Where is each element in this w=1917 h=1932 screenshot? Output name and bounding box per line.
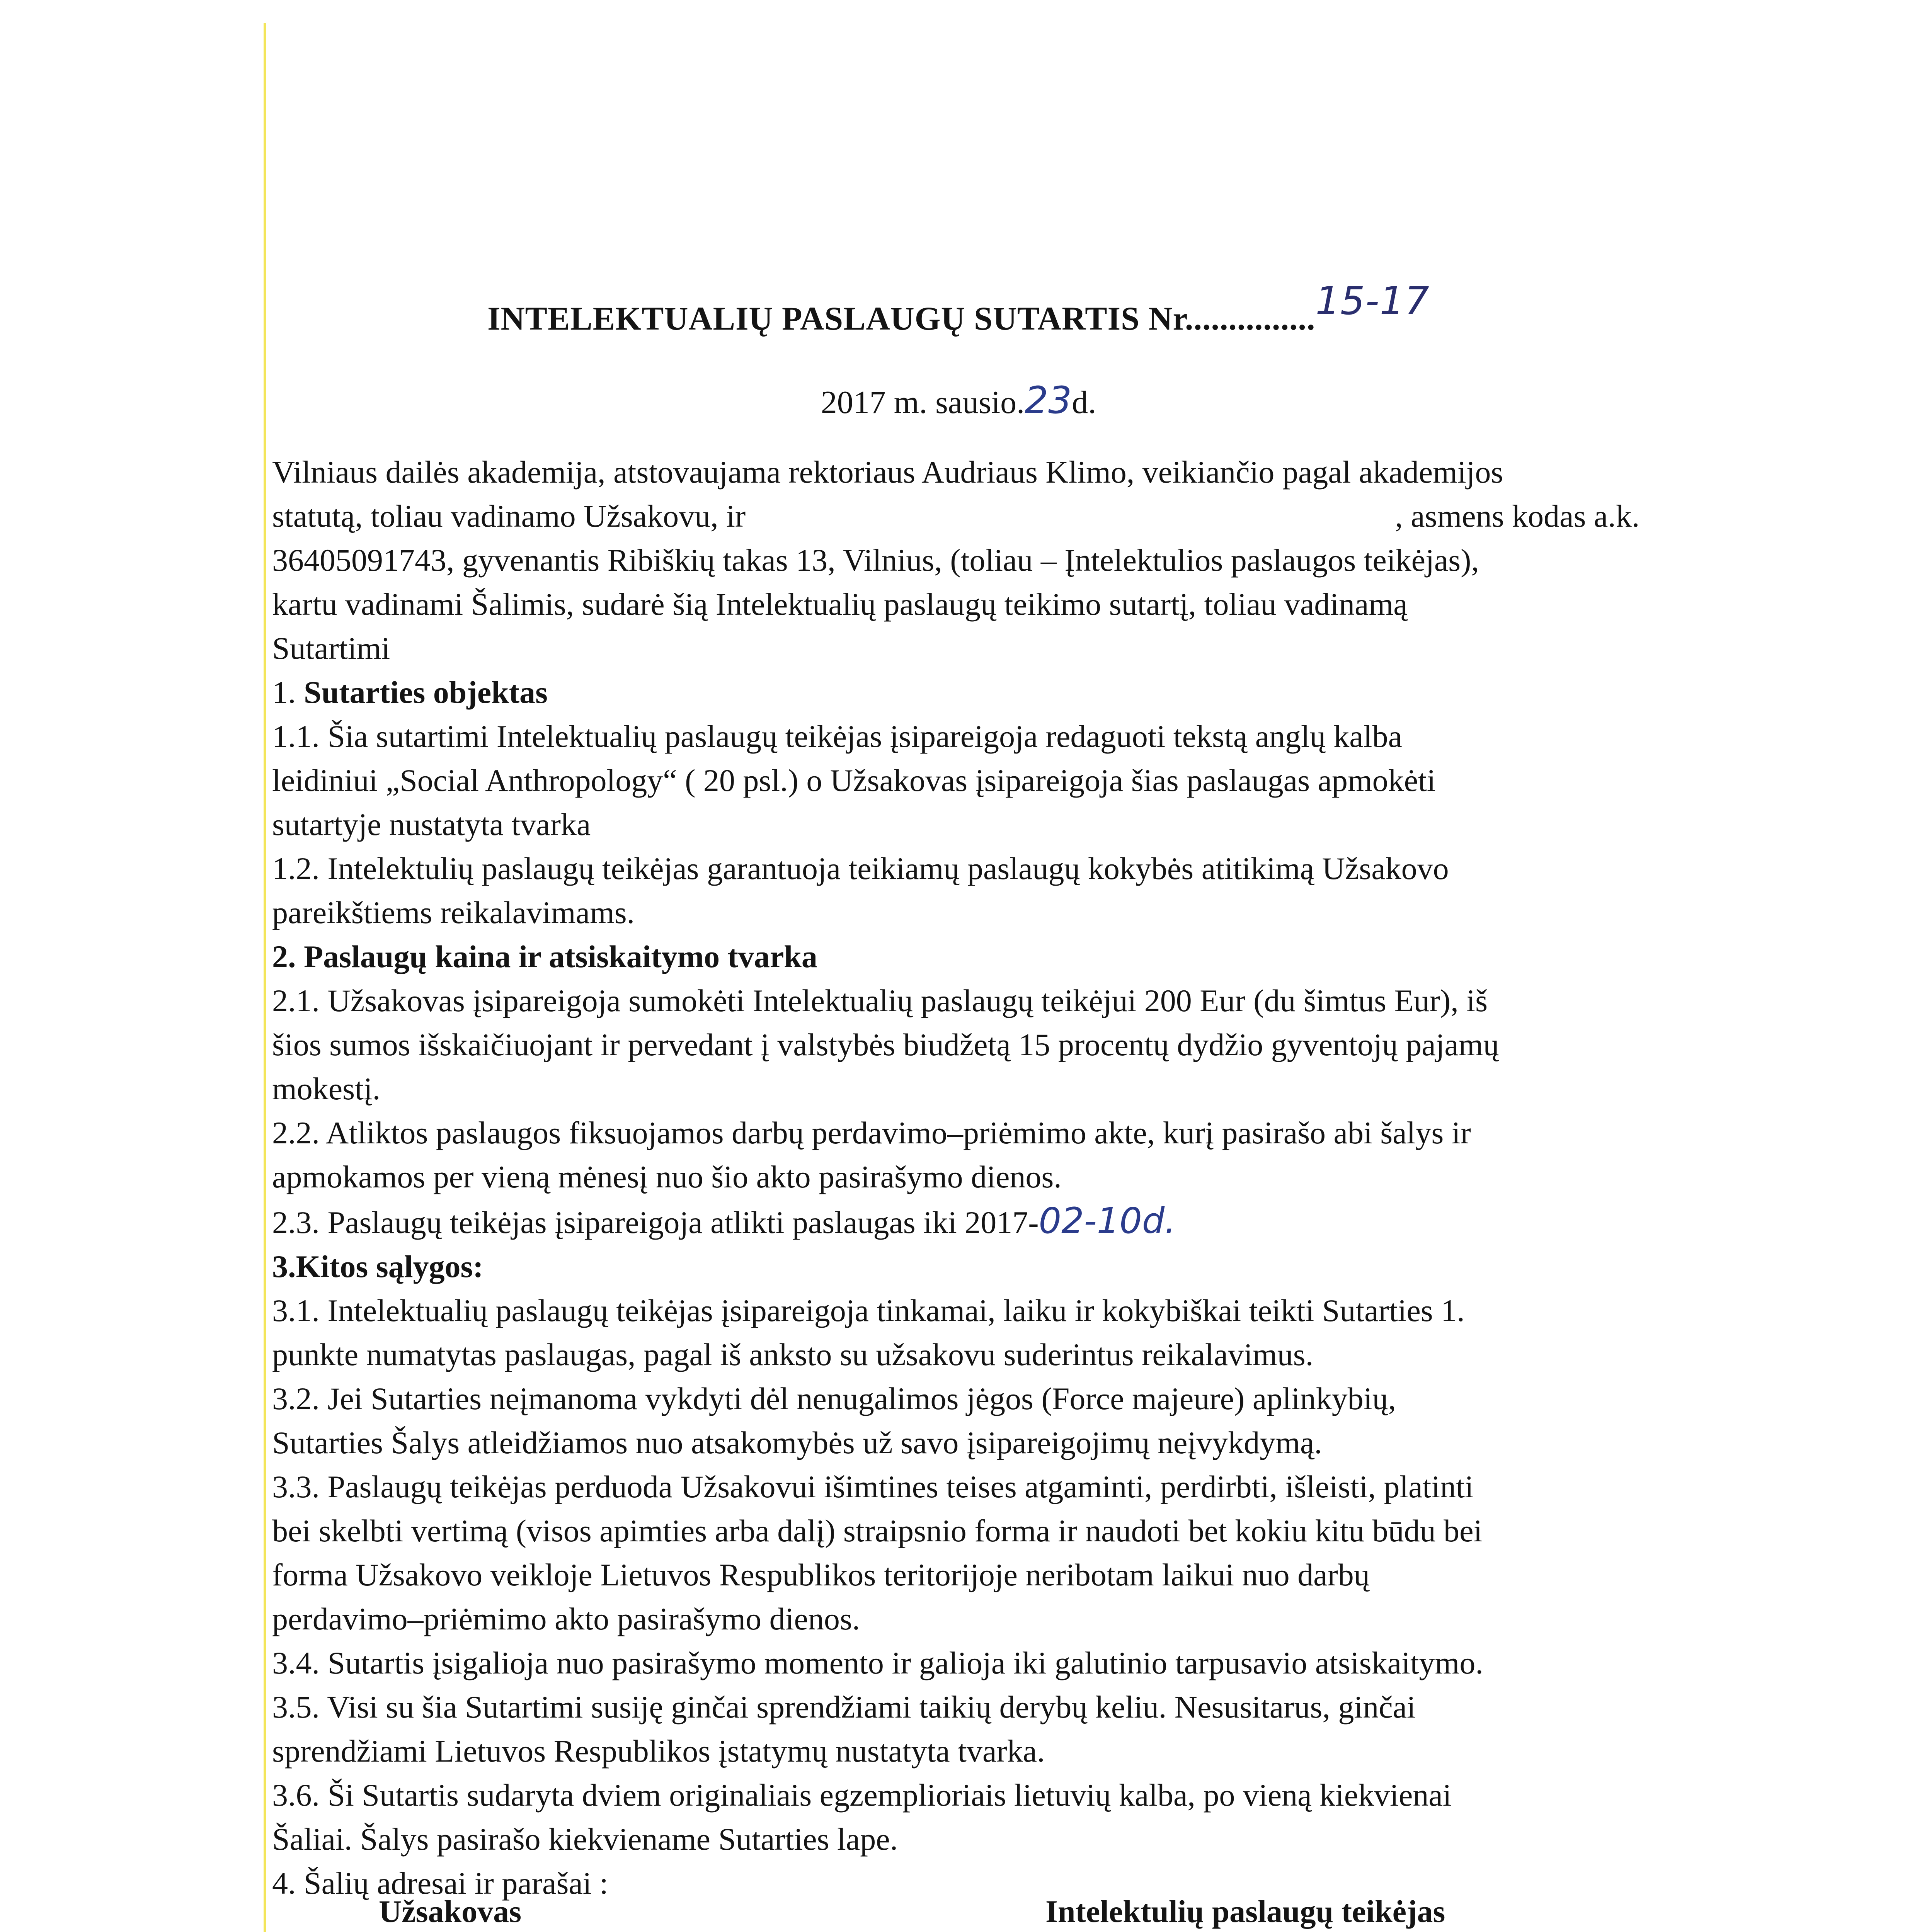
clause-line: perdavimo–priėmimo akto pasirašymo dienos.	[272, 1601, 860, 1636]
section-1-heading	[272, 670, 1748, 714]
intro-line: kartu vadinami Šalimis, sudarė šią Intelektualių paslaugų teikimo sutartį, toliau vadinamą	[272, 587, 1408, 622]
intro-line-part: statutą, toliau vadinamo Užsakovu, ir	[272, 498, 746, 534]
clause-line: sutartyje nustatyta tvarka	[272, 807, 591, 842]
clause-line: 2.1. Užsakovas įsipareigoja sumokėti Intelektualių paslaugų teikėjui 200 Eur (du šimtus Eur), iš	[272, 983, 1488, 1018]
section-2-heading: 2. Paslaugų kaina ir atsiskaitymo tvarka	[272, 939, 817, 974]
intro-line-part: , asmens kodas a.k.	[1395, 498, 1640, 534]
clause-line: 3.4. Sutartis įsigalioja nuo pasirašymo momento ir galioja iki galutinio tarpusavio atsiskaitymo.	[272, 1645, 1483, 1680]
clause-line: Sutarties Šalys atleidžiamos nuo atsakomybės už savo įsipareigojimų neįvykdymą.	[272, 1425, 1322, 1460]
contract-title	[0, 278, 1917, 339]
section-4-heading: 4. Šalių adresai ir parašai :	[272, 1866, 608, 1901]
intro-line: Vilniaus dailės akademija, atstovaujama rektoriaus Audriaus Klimo, veikiančio pagal akademijos	[272, 454, 1503, 490]
clause-line: mokestį.	[272, 1071, 381, 1106]
provider-column	[1045, 1889, 1445, 1932]
clause-line: apmokamos per vieną mėnesį nuo šio akto pasirašymo dienos.	[272, 1159, 1062, 1194]
intro-line: 36405091743, gyvenantis Ribiškių takas 13, Vilnius, (toliau – Įntelektulios paslaugos teikėjas),	[272, 543, 1479, 578]
clause-line: sprendžiami Lietuvos Respublikos įstatymų nustatyta tvarka.	[272, 1733, 1045, 1769]
clause-line: pareikštiems reikalavimams.	[272, 895, 635, 930]
clause-line: Šaliai. Šalys pasirašo kiekviename Sutarties lape.	[272, 1821, 898, 1857]
customer-heading: Užsakovas	[379, 1894, 522, 1929]
clause-line: 3.2. Jei Sutarties neįmanoma vykdyti dėl nenugalimos jėgos (Force majeure) aplinkybių,	[272, 1381, 1396, 1416]
intro-line: Sutartimi	[272, 631, 390, 666]
date-day-handwritten: 23	[1025, 379, 1072, 422]
deadline-handwritten: 02-10d.	[1039, 1200, 1176, 1242]
clause-line: bei skelbti vertimą (visos apimties arba dalį) straipsnio forma ir naudoti bet kokiu kitu būdu bei	[272, 1513, 1483, 1548]
customer-column	[379, 1889, 704, 1932]
section-1-title: Sutarties objektas	[304, 675, 548, 710]
clause-line: šios sumos išskaičiuojant ir pervedant į valstybės biudžetą 15 procentų dydžio gyventojų pajamų	[272, 1027, 1499, 1062]
section-1-num: 1.	[272, 675, 296, 710]
clause-line: punkte numatytas paslaugas, pagal iš anksto su užsakovu suderintus reikalavimus.	[272, 1337, 1314, 1372]
clause-line: 3.5. Visi su šia Sutartimi susiję ginčai sprendžiami taikių derybų keliu. Nesusitarus, ginčai	[272, 1689, 1416, 1725]
title-text: INTELEKTUALIŲ PASLAUGŲ SUTARTIS Nr	[487, 300, 1185, 337]
clause-line: 1.1. Šia sutartimi Intelektualių paslaugų teikėjas įsipareigoja redaguoti tekstą anglų kalba	[272, 719, 1402, 754]
clause-line: 1.2. Intelektulių paslaugų teikėjas garantuoja teikiamų paslaugų kokybės atitikimą Užsakovo	[272, 851, 1449, 886]
clause-2-3-text: 2.3. Paslaugų teikėjas įsipareigoja atlikti paslaugas iki 2017-	[272, 1205, 1039, 1240]
contract-date	[0, 379, 1917, 422]
clause-line: 3.1. Intelektualių paslaugų teikėjas įsipareigoja tinkamai, laiku ir kokybiškai teikti Sutarties 1.	[272, 1293, 1465, 1328]
clause-line	[272, 1199, 1748, 1245]
date-suffix: d.	[1072, 384, 1096, 420]
contract-body	[272, 450, 1748, 1905]
clause-line: forma Užsakovo veikloje Lietuvos Respublikos teritorijoje neribotam laikui nuo darbų	[272, 1557, 1370, 1592]
clause-line: leidiniui „Social Anthropology“ ( 20 psl.) o Užsakovas įsipareigoja šias paslaugas apmokėti	[272, 763, 1436, 798]
clause-line: 3.6. Ši Sutartis sudaryta dviem originaliais egzemplioriais lietuvių kalba, po vieną kiekvienai	[272, 1777, 1452, 1813]
title-dots: ...............	[1185, 300, 1316, 337]
clause-line: 2.2. Atliktos paslaugos fiksuojamos darbų perdavimo–priėmimo akte, kurį pasirašo abi šalys ir	[272, 1115, 1471, 1150]
section-3-heading: 3.Kitos sąlygos:	[272, 1249, 484, 1284]
contract-number-handwritten: 15-17	[1315, 278, 1430, 323]
clause-line: 3.3. Paslaugų teikėjas perduoda Užsakovui išimtines teises atgaminti, perdirbti, išleisti, platinti	[272, 1469, 1474, 1504]
intro-line	[272, 494, 1748, 538]
date-prefix: 2017 m. sausio.	[821, 384, 1025, 420]
provider-heading: Intelektulių paslaugų teikėjas	[1045, 1894, 1445, 1929]
